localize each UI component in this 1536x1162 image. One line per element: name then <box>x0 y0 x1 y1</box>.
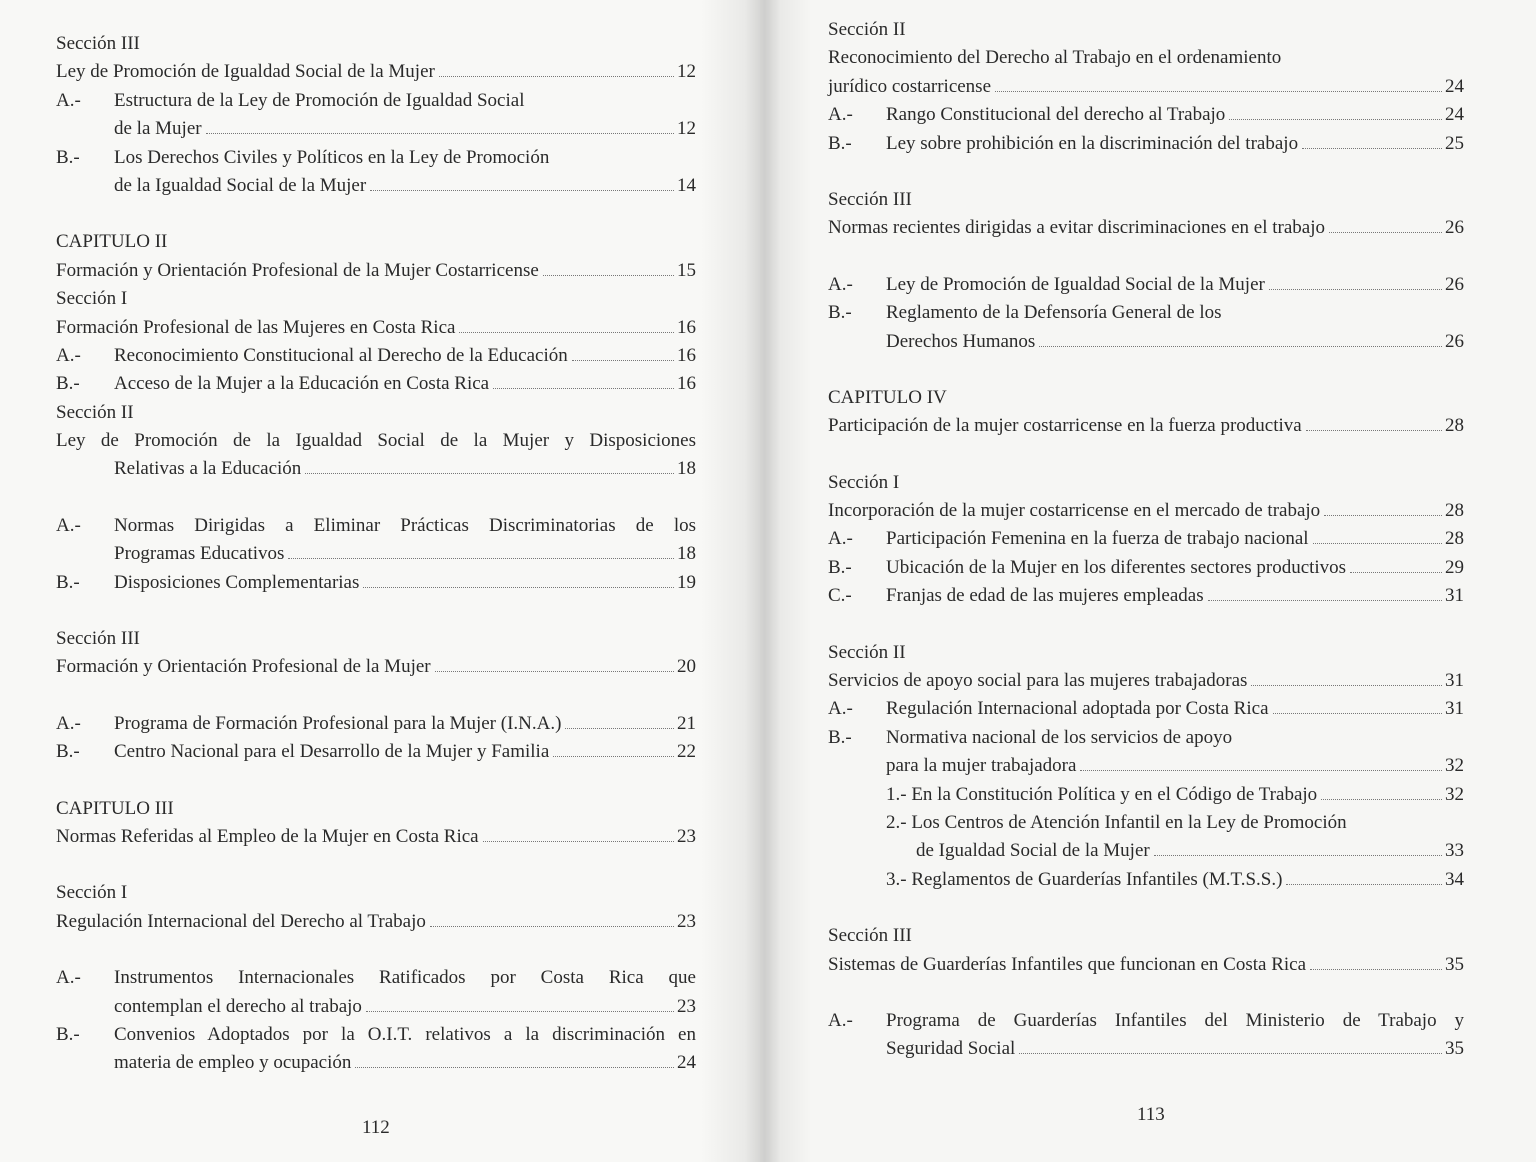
toc-chapter-heading: CAPITULO II <box>56 231 168 253</box>
toc-heading: Sección II <box>56 401 134 423</box>
toc-entry: Normas Referidas al Empleo de la Mujer en Costa Rica 23 <box>56 825 696 847</box>
toc-entry: Reconocimiento del Derecho al Trabajo en el ordenamiento <box>828 47 1282 69</box>
toc-entry-cont: Programas Educativos 18 <box>114 543 696 565</box>
toc-entry: A.- Programa de Formación Profesional para la Mujer (I.N.A.) 21 <box>56 712 696 734</box>
toc-entry: Servicios de apoyo social para las mujeres trabajadoras 31 <box>828 670 1464 692</box>
toc-entry: B.- Ley sobre prohibición en la discriminación del trabajo 25 <box>828 132 1464 154</box>
toc-entry: Formación Profesional de las Mujeres en Costa Rica 16 <box>56 316 696 338</box>
toc-entry: A.- Rango Constitucional del derecho al Trabajo 24 <box>828 104 1464 126</box>
toc-entry: B.- Disposiciones Complementarias 19 <box>56 571 696 593</box>
toc-entry: B.- Convenios Adoptados por la O.I.T. relativos a la discriminación en <box>56 1023 696 1045</box>
toc-entry: Normas recientes dirigidas a evitar discriminaciones en el trabajo 26 <box>828 217 1464 239</box>
toc-entry-cont: jurídico costarricense 24 <box>828 75 1464 97</box>
toc-entry: B.- Normativa nacional de los servicios de apoyo <box>828 726 1233 748</box>
toc-entry: A.- Regulación Internacional adoptada por Costa Rica 31 <box>828 698 1464 720</box>
toc-heading: Sección I <box>56 882 128 904</box>
toc-entry-cont: para la mujer trabajadora 32 <box>886 755 1464 777</box>
toc-entry-cont: Derechos Humanos 26 <box>886 330 1464 352</box>
toc-entry: A.- Instrumentos Internacionales Ratificados por Costa Rica que <box>56 967 696 989</box>
toc-entry-cont: Seguridad Social 35 <box>886 1038 1464 1060</box>
toc-entry: B.- Los Derechos Civiles y Políticos en la Ley de Promoción <box>56 146 550 168</box>
toc-heading: Sección I <box>828 471 900 493</box>
toc-heading: Sección III <box>56 628 140 650</box>
toc-entry: B.- Ubicación de la Mujer en los diferentes sectores productivos 29 <box>828 556 1464 578</box>
toc-entry: Ley de Promoción de la Igualdad Social de la Mujer y Disposiciones <box>56 430 696 452</box>
toc-entry: Formación y Orientación Profesional de la Mujer 20 <box>56 656 696 678</box>
left-table-of-contents <box>56 30 696 1078</box>
toc-entry: A.- Ley de Promoción de Igualdad Social de la Mujer 26 <box>828 273 1464 295</box>
toc-entry-cont: Relativas a la Educación 18 <box>114 458 696 480</box>
toc-heading: Sección II <box>828 641 906 663</box>
toc-entry-cont: de la Mujer 12 <box>114 118 696 140</box>
toc-subentry-cont: de Igualdad Social de la Mujer 33 <box>916 840 1464 862</box>
toc-heading: Sección III <box>828 925 912 947</box>
toc-chapter-heading: CAPITULO IV <box>828 386 947 408</box>
right-table-of-contents <box>828 16 1464 1064</box>
toc-heading: Sección III <box>828 188 912 210</box>
toc-entry: Regulación Internacional del Derecho al Trabajo 23 <box>56 910 696 932</box>
toc-entry-cont: materia de empleo y ocupación 24 <box>114 1052 696 1074</box>
toc-entry: A.- Programa de Guarderías Infantiles del Ministerio de Trabajo y <box>828 1009 1464 1031</box>
toc-entry: A.- Estructura de la Ley de Promoción de Igualdad Social <box>56 89 525 111</box>
toc-entry: B.- Centro Nacional para el Desarrollo de la Mujer y Familia 22 <box>56 741 696 763</box>
toc-entry-cont: contemplan el derecho al trabajo 23 <box>114 995 696 1017</box>
toc-subentry: 3.- Reglamentos de Guarderías Infantiles (M.T.S.S.) 34 <box>886 868 1464 890</box>
toc-entry: Participación de la mujer costarricense en la fuerza productiva 28 <box>828 415 1464 437</box>
toc-entry: C.- Franjas de edad de las mujeres empleadas 31 <box>828 585 1464 607</box>
toc-heading: Sección III <box>56 33 140 54</box>
toc-entry: Sistemas de Guarderías Infantiles que funcionan en Costa Rica 35 <box>828 953 1464 975</box>
toc-chapter-heading: CAPITULO III <box>56 797 174 819</box>
toc-entry: A.- Normas Dirigidas a Eliminar Prácticas Discriminatorias de los <box>56 514 696 536</box>
toc-entry-cont: de la Igualdad Social de la Mujer 14 <box>114 174 696 196</box>
toc-entry: Incorporación de la mujer costarricense en el mercado de trabajo 28 <box>828 500 1464 522</box>
toc-entry: A.- Participación Femenina en la fuerza de trabajo nacional 28 <box>828 528 1464 550</box>
toc-heading: Sección II <box>828 19 906 40</box>
page-number-left: 112 <box>362 1117 390 1138</box>
toc-subentry: 2.- Los Centros de Atención Infantil en la Ley de Promoción <box>886 811 1347 833</box>
toc-entry: B.- Acceso de la Mujer a la Educación en Costa Rica 16 <box>56 373 696 395</box>
toc-subentry: 1.- En la Constitución Política y en el Código de Trabajo 32 <box>886 783 1464 805</box>
toc-entry: Formación y Orientación Profesional de la Mujer Costarricense 15 <box>56 259 696 281</box>
toc-entry: A.- Reconocimiento Constitucional al Derecho de la Educación 16 <box>56 344 696 366</box>
toc-heading: Sección I <box>56 288 128 310</box>
toc-entry: Ley de Promoción de Igualdad Social de la Mujer 12 <box>56 61 696 83</box>
page-number-right: 113 <box>1137 1104 1165 1125</box>
toc-entry: B.- Reglamento de la Defensoría General de los <box>828 302 1222 324</box>
